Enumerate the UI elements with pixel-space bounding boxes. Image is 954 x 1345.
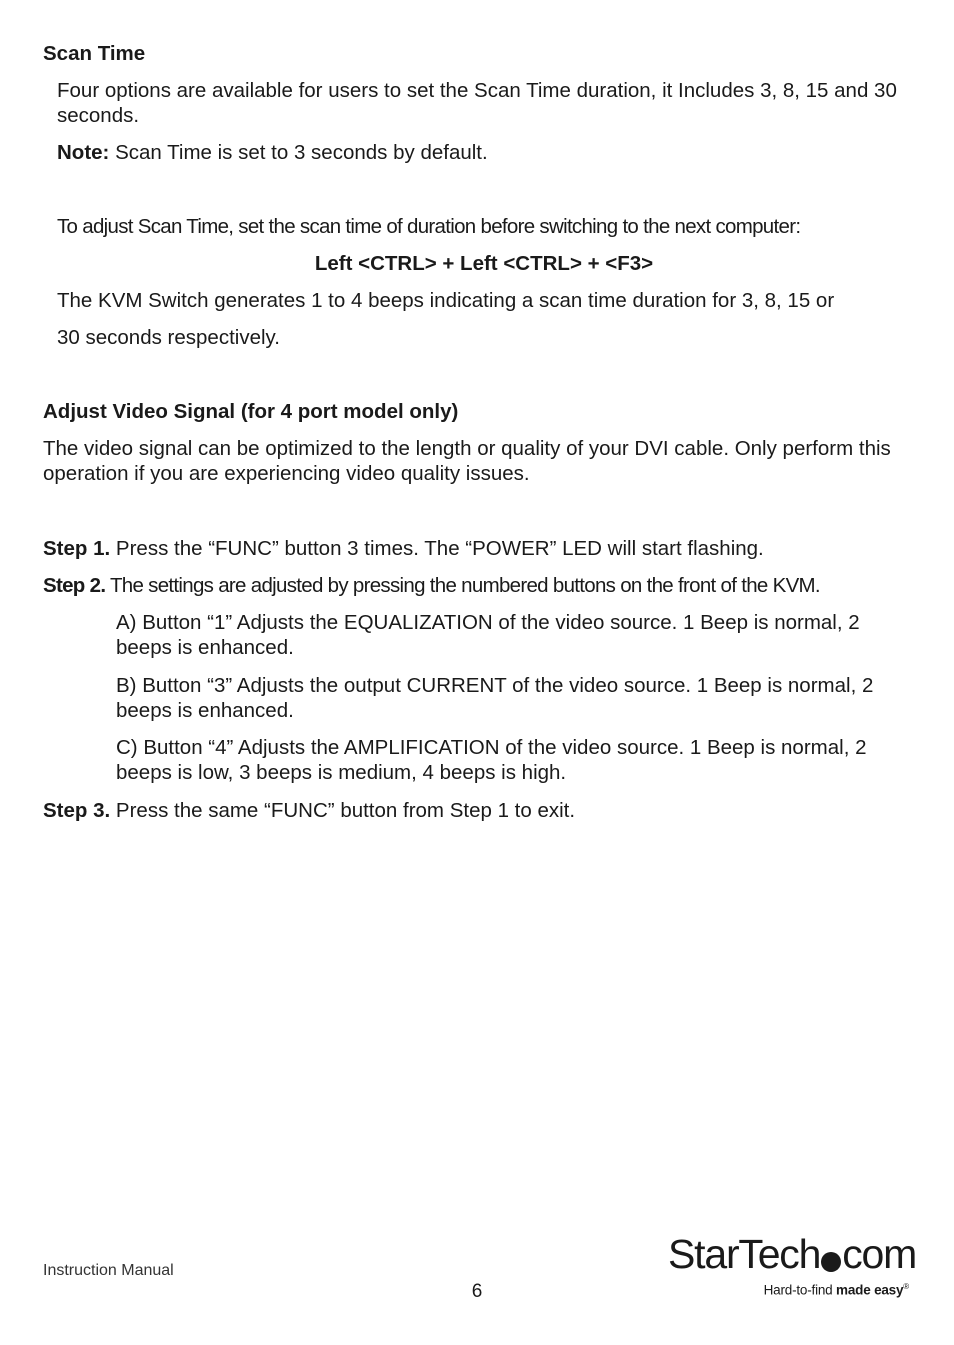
scan-time-note [57, 140, 488, 165]
scan-time-beeps-text: The KVM Switch generates 1 to 4 beeps indicating a scan time duration for 3, 8, 15 or [57, 289, 835, 312]
tagline-part-2: made easy [836, 1282, 904, 1298]
logo-text-com: com [842, 1231, 917, 1277]
step-2 [43, 573, 820, 598]
option-c: C) Button “4” Adjusts the AMPLIFICATION of the video source. 1 Beep is normal, 2 beeps is low, 3 beeps is medium, 4 beeps is high. [116, 736, 867, 784]
step-3 [43, 798, 575, 823]
step-2-label: Step 2. [43, 574, 106, 597]
scan-time-beeps-text-2: 30 seconds respectively. [57, 326, 280, 349]
scan-time-intro: Four options are available for users to set the Scan Time duration, it Includes 3, 8, 15 and 30 seconds. [57, 79, 897, 127]
option-a: A) Button “1” Adjusts the EQUALIZATION of the video source. 1 Beep is normal, 2 beeps is enhanced. [116, 611, 860, 659]
step-3-label: Step 3. [43, 799, 111, 822]
video-signal-intro: The video signal can be optimized to the length or quality of your DVI cable. Only perform this operation if you are experiencing video quality issues. [43, 437, 891, 485]
logo-dot-icon [821, 1252, 841, 1272]
logo-wordmark [668, 1232, 916, 1276]
page-number: 6 [471, 1281, 483, 1302]
logo-text-startech: StarTech [668, 1231, 821, 1277]
step-2-text: The settings are adjusted by pressing the numbered buttons on the front of the KVM. [105, 574, 820, 597]
startech-logo [668, 1231, 917, 1304]
instruction-manual-label: Instruction Manual [43, 1262, 174, 1279]
note-label: Note: [57, 141, 110, 164]
scan-time-adjust-text: To adjust Scan Time, set the scan time of duration before switching to the next computer: [57, 215, 801, 238]
logo-tagline [764, 1282, 909, 1298]
scan-time-hotkey: Left <CTRL> + Left <CTRL> + <F3> [314, 252, 654, 275]
step-1-text: Press the “FUNC” button 3 times. The “POWER” LED will start flashing. [110, 537, 764, 560]
step-1 [43, 536, 764, 561]
video-signal-heading: Adjust Video Signal (for 4 port model only) [43, 400, 459, 423]
step-1-label: Step 1. [43, 537, 111, 560]
scan-time-heading: Scan Time [43, 42, 146, 65]
option-b: B) Button “3” Adjusts the output CURRENT of the video source. 1 Beep is normal, 2 beeps is enhanced. [116, 674, 874, 722]
tagline-part-1: Hard-to-find [763, 1282, 837, 1298]
registered-mark: ® [903, 1282, 909, 1291]
step-3-text: Press the same “FUNC” button from Step 1 to exit. [110, 799, 576, 822]
note-text: Scan Time is set to 3 seconds by default. [109, 141, 488, 164]
